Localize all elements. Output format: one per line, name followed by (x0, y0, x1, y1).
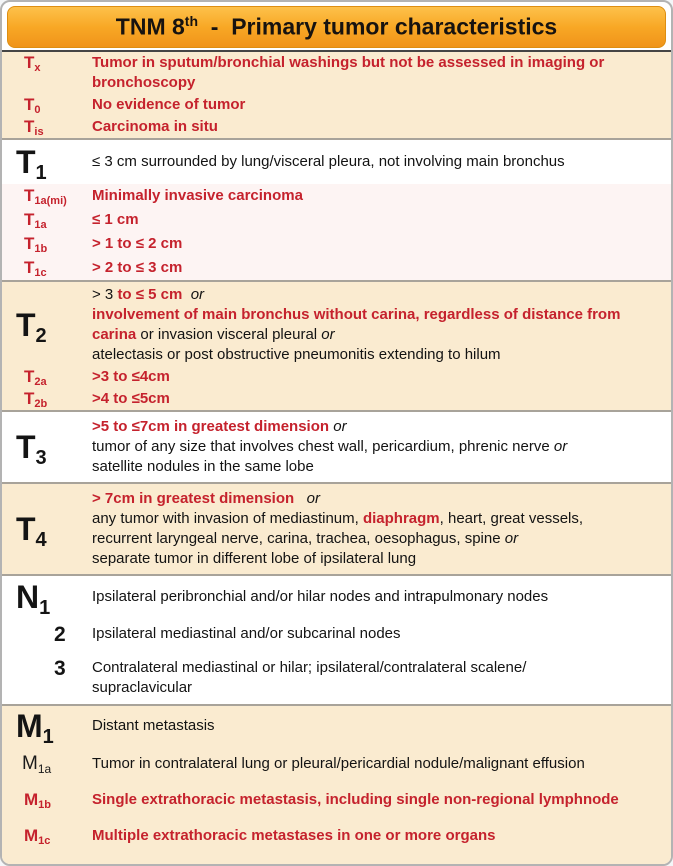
text-segment: bronchoscopy (92, 74, 196, 91)
text-segment: or (182, 286, 205, 303)
text-segment: involvement of main bronchus without carina, regardless of distance from (92, 306, 621, 323)
stage-subscript: 4 (35, 529, 47, 551)
text-segment: ≤ 3 cm surrounded by lung/visceral pleura, not involving main bronchus (92, 153, 565, 170)
row-n1 (2, 576, 671, 618)
section-t-occult (2, 52, 671, 140)
stage-letter: T (24, 389, 35, 408)
row-t1 (2, 140, 671, 184)
stage-letter: T (16, 307, 36, 343)
stage-label-n1 (2, 579, 92, 619)
text-segment: diaphragm (362, 510, 440, 527)
text-segment: or (504, 530, 519, 547)
text-segment: separate tumor in different lobe of ipsilateral lung (92, 550, 417, 567)
stage-description-m1c (92, 826, 671, 846)
stage-subscript: 1b (34, 243, 48, 256)
stage-letter: T (24, 53, 35, 72)
stage-description-t1c (92, 258, 671, 278)
text-segment: to ≤ 5 cm (117, 286, 183, 303)
stage-table-body (2, 52, 671, 864)
stage-letter: N (16, 579, 40, 615)
stage-label-m1 (2, 708, 92, 748)
row-t3 (2, 412, 671, 482)
text-segment: No evidence of tumor (92, 96, 246, 113)
stage-description-t1a (92, 210, 671, 230)
stage-description-m1a (92, 754, 671, 774)
stage-subscript: is (34, 126, 44, 139)
text-segment: Single extrathoracic metastasis, including single non-regional lymphnode (92, 791, 619, 808)
stage-subscript: 2b (34, 398, 48, 411)
row-t2b (2, 388, 671, 410)
stage-label-t1a-mi (2, 186, 92, 206)
text-segment: ≤ 1 cm (92, 211, 139, 228)
stage-letter: T (24, 367, 35, 386)
row-t1a (2, 208, 671, 232)
row-t4 (2, 484, 671, 574)
stage-label-m1b (2, 790, 92, 810)
text-segment: > 7cm in greatest dimension (92, 490, 295, 507)
text-segment: atelectasis or post obstructive pneumonitis extending to hilum (92, 346, 501, 363)
stage-letter: T (24, 258, 35, 277)
row-tis (2, 116, 671, 138)
stage-label-t1 (2, 144, 92, 184)
stage-letter: T (16, 429, 36, 465)
text-segment: or (329, 418, 347, 435)
text-segment: or (553, 438, 568, 455)
stage-description-t2a (92, 367, 671, 387)
stage-label-t4 (2, 511, 92, 551)
row-t0 (2, 94, 671, 116)
stage-letter: M (22, 753, 38, 774)
stage-label-t1b (2, 234, 92, 254)
stage-subscript: 1c (38, 835, 51, 848)
stage-letter: T (24, 210, 35, 229)
text-segment: >5 to ≤7cm in greatest dimension (92, 418, 330, 435)
row-m1b (2, 782, 671, 818)
row-m1 (2, 706, 671, 746)
text-segment: Ipsilateral peribronchial and/or hilar nodes and intrapulmonary nodes (92, 588, 549, 605)
stage-letter: T (24, 234, 35, 253)
text-segment: any tumor with invasion of mediastinum, (92, 510, 363, 527)
text-segment: or (294, 490, 320, 507)
stage-subscript: 3 (35, 447, 47, 469)
stage-description-t1b (92, 234, 671, 254)
stage-label-t1c (2, 258, 92, 278)
stage-subscript: 1a(mi) (34, 195, 67, 208)
stage-label-t2a (2, 367, 92, 387)
text-segment: Tumor in contralateral lung or pleural/pericardial nodule/malignant effusion (92, 755, 585, 772)
stage-letter: T (16, 511, 36, 547)
stage-description-t0 (92, 95, 671, 115)
title-prefix: TNM 8 (115, 13, 185, 40)
text-segment: Ipsilateral mediastinal and/or subcarinal nodes (92, 625, 401, 642)
row-t2a (2, 366, 671, 388)
stage-subscript: 2 (35, 325, 47, 347)
row-n3 (2, 652, 671, 704)
text-segment: Carcinoma in situ (92, 118, 218, 135)
text-segment: > 2 to ≤ 3 cm (92, 259, 183, 276)
stage-description-n1 (92, 587, 671, 607)
text-segment: recurrent laryngeal nerve, carina, trachea, oesophagus, spine (92, 530, 505, 547)
text-segment: >4 to ≤5cm (92, 390, 170, 407)
stage-subscript: x (34, 62, 41, 75)
stage-description-m1b (92, 790, 671, 810)
text-segment: satellite nodules in the same lobe (92, 458, 314, 475)
text-segment: > 1 to ≤ 2 cm (92, 235, 183, 252)
stage-description-t1a-mi (92, 186, 671, 206)
stage-description-m1 (92, 716, 671, 736)
stage-description-n3 (92, 658, 671, 698)
stage-subscript: 1b (38, 799, 52, 812)
stage-description-tis (92, 117, 671, 137)
stage-subscript: 1a (37, 761, 52, 776)
stage-description-t2 (92, 285, 671, 365)
row-n2 (2, 618, 671, 652)
row-t1b (2, 232, 671, 256)
text-segment: Tumor in sputum/bronchial washings but not be assessed in imaging or (92, 54, 605, 71)
section-t4 (2, 484, 671, 576)
text-segment: tumor of any size that involves chest wall, pericardium, phrenic nerve (92, 438, 554, 455)
row-t1c (2, 256, 671, 280)
stage-label-t2b (2, 389, 92, 409)
stage-description-t4 (92, 489, 671, 569)
stage-subscript: 1 (35, 162, 47, 184)
stage-label-t1a (2, 210, 92, 230)
stage-letter: M (16, 708, 43, 744)
row-t2 (2, 282, 671, 366)
stage-letter: T (16, 144, 36, 180)
section-n-stages (2, 576, 671, 706)
stage-letter: T (24, 95, 35, 114)
row-t1a-mi (2, 184, 671, 208)
stage-description-tx (92, 53, 671, 93)
row-m1c (2, 818, 671, 854)
stage-letter: M (24, 790, 39, 809)
stage-subscript: 1c (34, 267, 47, 280)
table-header (7, 6, 666, 48)
stage-description-t1 (92, 152, 671, 172)
section-m-stages (2, 706, 671, 864)
stage-label-m1a (2, 754, 92, 774)
row-tx (2, 52, 671, 94)
text-segment: Multiple extrathoracic metastases in one or more organs (92, 827, 496, 844)
stage-label-tis (2, 117, 92, 137)
stage-subscript: 2a (34, 376, 47, 389)
stage-letter: 2 (54, 623, 66, 646)
text-segment: supraclavicular (92, 679, 193, 696)
stage-description-t2b (92, 389, 671, 409)
text-segment: or (321, 326, 335, 343)
text-segment: Minimally invasive carcinoma (92, 187, 303, 204)
stage-subscript: 1 (42, 726, 54, 748)
section-t3 (2, 412, 671, 484)
stage-subscript: 1 (39, 597, 51, 619)
stage-letter: T (24, 117, 35, 136)
text-segment: Distant metastasis (92, 717, 215, 734)
stage-label-n3 (2, 658, 92, 698)
section-t1 (2, 140, 671, 184)
section-t1-sub (2, 184, 671, 282)
stage-letter: T (24, 186, 35, 205)
text-segment: Contralateral mediastinal or hilar; ipsilateral/contralateral scalene/ (92, 659, 527, 676)
text-segment: or invasion visceral pleural (136, 326, 322, 343)
stage-description-n2 (92, 624, 671, 646)
stage-subscript: 1a (34, 219, 47, 232)
title-superscript: th (184, 13, 198, 30)
section-t2 (2, 282, 671, 412)
text-segment: carina (92, 326, 137, 343)
stage-letter: M (24, 826, 39, 845)
stage-description-t3 (92, 417, 671, 477)
stage-label-n2 (2, 624, 92, 646)
stage-letter: 3 (54, 657, 66, 680)
row-m1a (2, 746, 671, 782)
text-segment: > 3 (92, 286, 118, 303)
text-segment: >3 to ≤4cm (92, 368, 170, 385)
stage-label-t3 (2, 429, 92, 469)
stage-label-m1c (2, 826, 92, 846)
stage-label-tx (2, 53, 92, 93)
stage-label-t0 (2, 95, 92, 115)
page-title (116, 13, 557, 41)
stage-subscript: 0 (34, 104, 41, 117)
text-segment: , heart, great vessels, (439, 510, 584, 527)
title-suffix: - Primary tumor characteristics (198, 13, 558, 40)
stage-label-t2 (2, 307, 92, 347)
